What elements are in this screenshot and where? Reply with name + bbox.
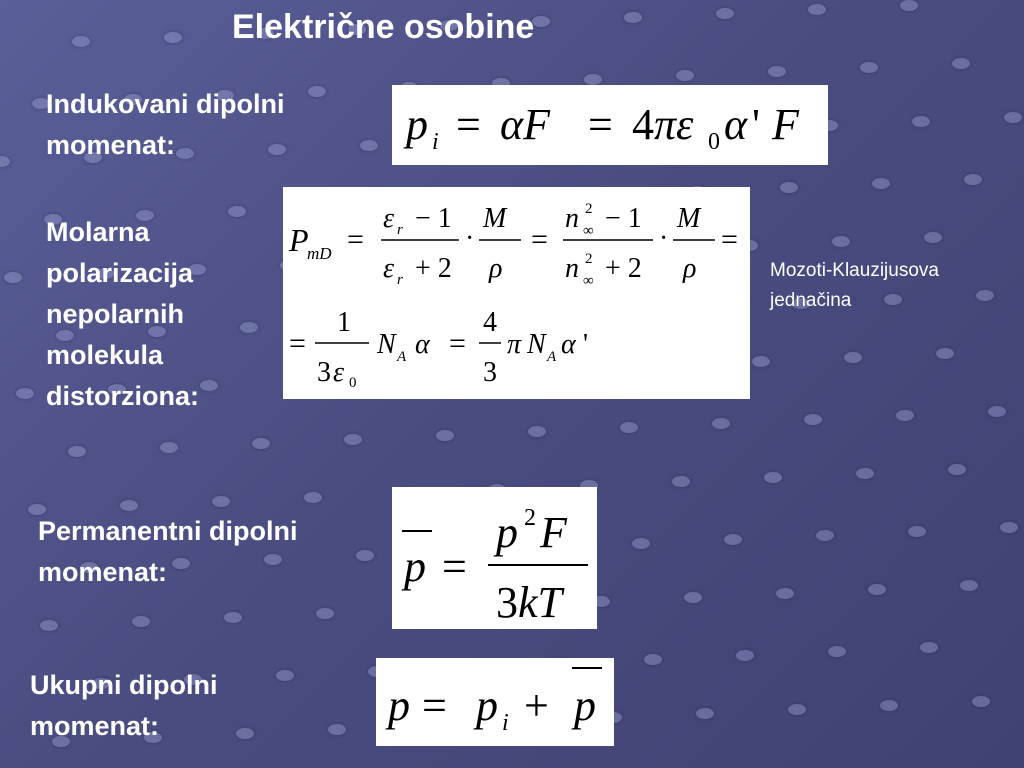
pattern-dot	[860, 62, 878, 73]
svg-text:2: 2	[585, 251, 593, 267]
label-line: molekula	[46, 340, 164, 370]
pattern-dot	[120, 500, 138, 511]
svg-text:p: p	[388, 681, 410, 730]
svg-text:M: M	[677, 203, 701, 234]
pattern-dot	[724, 534, 742, 545]
svg-text:=: =	[531, 223, 548, 256]
pattern-dot	[816, 530, 834, 541]
slide-title: Električne osobine	[232, 8, 535, 46]
pattern-dot	[736, 650, 754, 661]
svg-text:2: 2	[585, 201, 593, 217]
svg-text:3: 3	[496, 578, 518, 627]
svg-text:=: =	[588, 100, 613, 149]
svg-text:2: 2	[524, 505, 536, 531]
svg-text:r: r	[397, 272, 403, 288]
svg-text:0: 0	[349, 375, 357, 391]
svg-text:=: =	[456, 100, 481, 149]
svg-text:': '	[752, 100, 760, 149]
pattern-dot	[532, 16, 550, 27]
pattern-dot	[584, 74, 602, 85]
pattern-dot	[952, 58, 970, 69]
pattern-dot	[780, 182, 798, 193]
pattern-dot	[896, 410, 914, 421]
label-line: momenat:	[46, 130, 176, 160]
pattern-dot	[696, 708, 714, 719]
svg-text:+ 2: + 2	[605, 253, 642, 284]
svg-text:n: n	[565, 253, 579, 284]
svg-text:i: i	[432, 129, 439, 155]
pattern-dot	[872, 178, 890, 189]
svg-text:p: p	[404, 542, 426, 591]
svg-text:ρ: ρ	[489, 253, 503, 284]
permanent-dipole-equation	[392, 487, 597, 629]
svg-text:αF: αF	[500, 100, 550, 149]
pattern-dot	[132, 616, 150, 627]
svg-text:F: F	[540, 508, 567, 557]
pattern-dot	[4, 272, 22, 283]
label-line: Ukupni dipolni	[30, 670, 218, 700]
pattern-dot	[632, 538, 650, 549]
pattern-dot	[1000, 522, 1018, 533]
pattern-dot	[1004, 112, 1022, 123]
svg-text:α: α	[724, 100, 748, 149]
molar-polarization-label	[46, 212, 276, 417]
pattern-dot	[924, 232, 942, 243]
pattern-dot	[436, 430, 454, 441]
svg-text:α: α	[415, 329, 430, 360]
pattern-dot	[776, 588, 794, 599]
pattern-dot	[804, 414, 822, 425]
svg-text:− 1: − 1	[415, 203, 452, 234]
svg-text:p: p	[496, 508, 518, 557]
pattern-dot	[644, 654, 662, 665]
svg-text:mD: mD	[307, 244, 332, 263]
pattern-dot	[828, 646, 846, 657]
pattern-dot	[868, 584, 886, 595]
svg-text:': '	[583, 329, 589, 360]
induced-dipole-equation	[392, 85, 828, 165]
pattern-dot	[160, 442, 178, 453]
pattern-dot	[920, 642, 938, 653]
label-line: Permanentni dipolni	[38, 516, 298, 546]
molar-polarization-equation	[283, 187, 750, 399]
pattern-dot	[936, 348, 954, 359]
pattern-dot	[676, 70, 694, 81]
pattern-dot	[68, 446, 86, 457]
pattern-dot	[40, 620, 58, 631]
pattern-dot	[716, 8, 734, 19]
pattern-dot	[964, 174, 982, 185]
pattern-dot	[880, 700, 898, 711]
svg-text:=: =	[422, 681, 447, 730]
total-dipole-equation	[376, 658, 614, 746]
svg-text:∞: ∞	[583, 223, 594, 239]
svg-text:=: =	[347, 223, 364, 256]
pattern-dot	[164, 32, 182, 43]
svg-text:ε: ε	[383, 253, 395, 284]
svg-text:π: π	[507, 329, 522, 360]
pattern-dot	[808, 4, 826, 15]
pattern-dot	[672, 476, 690, 487]
pattern-dot	[72, 36, 90, 47]
svg-text:F: F	[772, 100, 799, 149]
svg-text:p: p	[574, 681, 596, 730]
label-line: Molarna	[46, 217, 150, 247]
svg-text:n: n	[565, 203, 579, 234]
label-line: momenat:	[30, 711, 160, 741]
pattern-dot	[528, 426, 546, 437]
svg-text:4: 4	[483, 307, 497, 338]
label-line: distorziona:	[46, 381, 199, 411]
pattern-dot	[752, 356, 770, 367]
svg-text:N: N	[377, 329, 396, 360]
svg-text:ρ: ρ	[683, 253, 697, 284]
pattern-dot	[16, 388, 34, 399]
pattern-dot	[684, 592, 702, 603]
permanent-dipole-label	[38, 511, 378, 593]
svg-text:i: i	[502, 710, 509, 736]
svg-text:4: 4	[632, 100, 654, 149]
svg-text:N: N	[527, 329, 546, 360]
equation-name-note	[770, 256, 1020, 316]
pattern-dot	[960, 580, 978, 591]
pattern-dot	[912, 116, 930, 127]
pattern-dot	[972, 696, 990, 707]
svg-text:·: ·	[465, 223, 475, 254]
pattern-dot	[712, 418, 730, 429]
svg-text:M: M	[483, 203, 507, 234]
pattern-dot	[844, 352, 862, 363]
pattern-dot	[0, 156, 10, 167]
svg-text:r: r	[397, 222, 403, 238]
pattern-dot	[252, 438, 270, 449]
svg-text:A: A	[547, 349, 557, 365]
svg-text:kT: kT	[518, 578, 562, 627]
svg-text:0: 0	[708, 129, 720, 155]
label-line: nepolarnih	[46, 299, 185, 329]
pattern-dot	[624, 12, 642, 23]
pattern-dot	[344, 434, 362, 445]
svg-text:A: A	[397, 349, 407, 365]
svg-text:·: ·	[659, 223, 669, 254]
pattern-dot	[788, 704, 806, 715]
pattern-dot	[620, 422, 638, 433]
pattern-dot	[832, 236, 850, 247]
pattern-dot	[212, 496, 230, 507]
induced-dipole-label	[46, 84, 366, 166]
svg-text:=: =	[442, 542, 467, 591]
pattern-dot	[908, 526, 926, 537]
label-line: Indukovani dipolni	[46, 89, 285, 119]
svg-text:ε: ε	[333, 357, 345, 388]
pattern-dot	[764, 472, 782, 483]
label-line: polarizacija	[46, 258, 194, 288]
svg-text:πε: πε	[654, 100, 694, 149]
svg-text:α: α	[561, 329, 576, 360]
svg-text:∞: ∞	[583, 273, 594, 289]
label-line: momenat:	[38, 557, 168, 587]
pattern-dot	[948, 464, 966, 475]
pattern-dot	[304, 492, 322, 503]
svg-text:+ 2: + 2	[415, 253, 452, 284]
note-line: jednačina	[770, 290, 852, 311]
svg-text:P: P	[289, 222, 309, 258]
total-dipole-label	[30, 665, 370, 747]
svg-text:p: p	[406, 100, 428, 149]
note-line: Mozoti-Klauzijusova	[770, 260, 939, 281]
svg-text:+: +	[524, 681, 549, 730]
svg-text:=: =	[449, 327, 466, 360]
pattern-dot	[988, 406, 1006, 417]
svg-text:=: =	[289, 327, 306, 360]
pattern-dot	[316, 608, 334, 619]
svg-text:=: =	[721, 223, 738, 256]
svg-text:1: 1	[337, 307, 351, 338]
pattern-dot	[900, 0, 918, 11]
pattern-dot	[768, 66, 786, 77]
svg-text:ε: ε	[383, 203, 395, 234]
svg-text:p: p	[476, 681, 498, 730]
pattern-dot	[856, 468, 874, 479]
pattern-dot	[224, 612, 242, 623]
svg-text:3: 3	[483, 357, 497, 388]
svg-text:− 1: − 1	[605, 203, 642, 234]
svg-text:3: 3	[317, 357, 331, 388]
